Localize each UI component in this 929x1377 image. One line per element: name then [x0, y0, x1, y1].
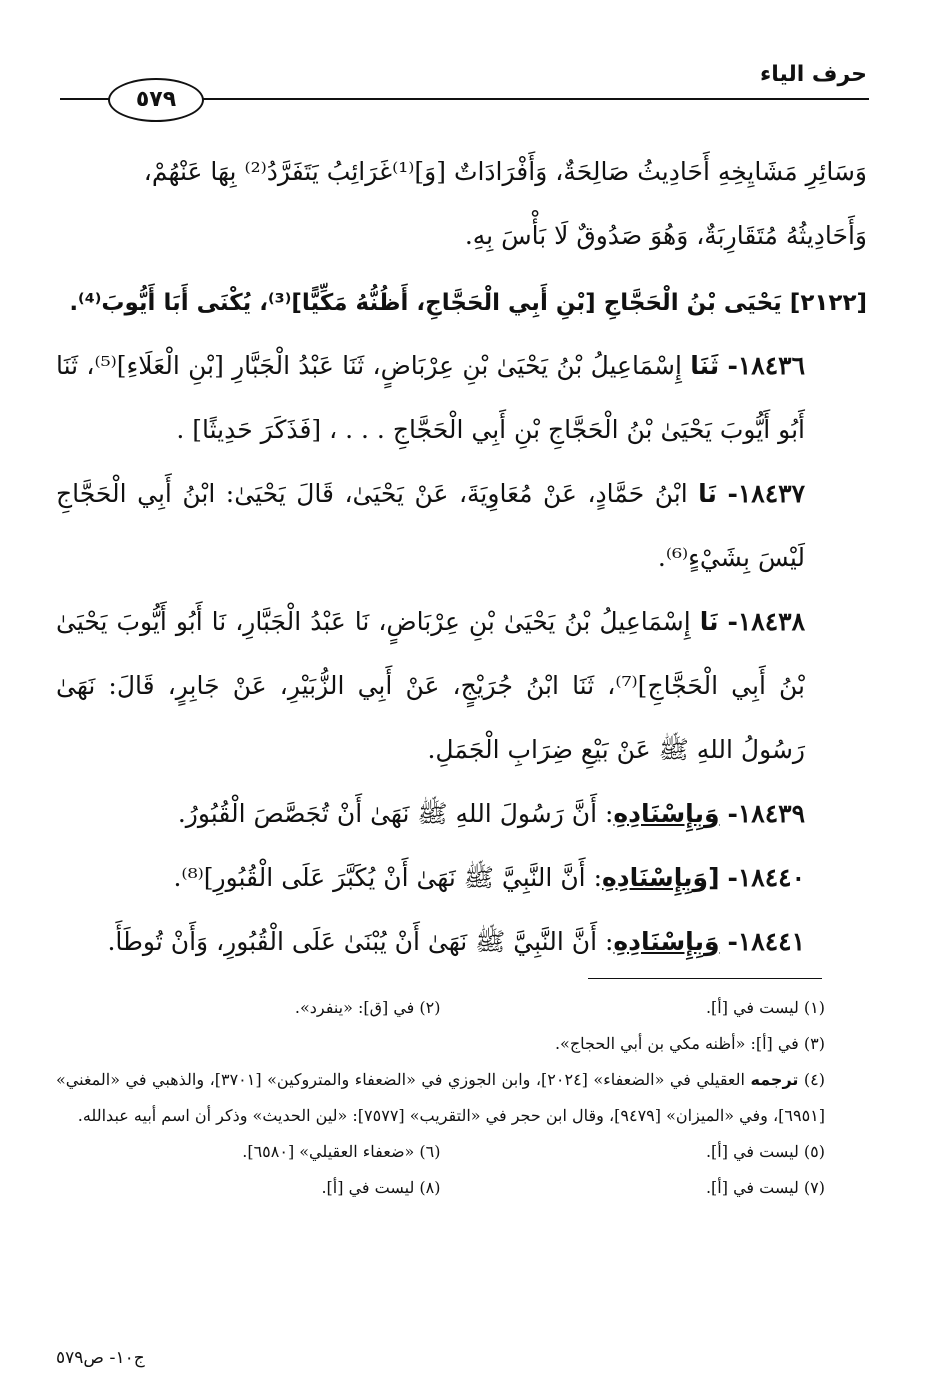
footnote-8: (٨) ليست في [أ].: [321, 1178, 441, 1197]
footnote-row: [56, 1134, 825, 1170]
continuation-line-1: وَسَائِرِ مَشَايِخِهِ أَحَادِيثُ صَالِحَةٌ، وَأَفْرَادَاتٌ [وَ]⁽¹⁾غَرَائِبُ يَتَفَرَّدُ⁽²⁾ بِهَا عَنْهُمْ،: [143, 157, 867, 186]
footnote-row: [56, 1170, 825, 1206]
main-text: [56, 140, 867, 974]
hadith-number: ١٨٤٣٨-: [727, 607, 806, 636]
hadith-text: : أَنَّ النَّبِيَّ ﷺ نَهَىٰ أَنْ يُكَبَّرَ عَلَى الْقُبُورِ]⁽⁸⁾.: [173, 863, 602, 892]
footnote-5: (٥) ليست في [أ].: [705, 1142, 825, 1161]
hadith-18437: [56, 462, 867, 590]
volume-page-reference: ج١٠- ص٥٧٩: [56, 1348, 145, 1368]
footnote-label: (٤): [803, 1070, 826, 1089]
hadith-text: إِسْمَاعِيلُ بْنُ يَحْيَىٰ بْنِ عِرْبَاضٍ، ثَنَا عَبْدُ الْجَبَّارِ [بْنِ الْعَلَاءِ]⁽⁵⁾، ثَنَا أَبُو أَيُّوبَ يَحْيَىٰ بْنُ الْحَجَّاجِ بْنِ أَبِي الْحَجَّاجِ . . . ، [فَذَكَرَ حَدِيثًا] .: [56, 351, 805, 444]
entry-heading: [٢١٢٢] يَحْيَى بْنُ الْحَجَّاجِ [بْنِ أَبِي الْحَجَّاجِ، أَظُنُّهُ مَكِّيًّا]⁽³⁾، يُكْنَى أَبَا أَيُّوبَ⁽⁴⁾.: [69, 290, 867, 316]
hadith-number: ١٨٤٣٧-: [727, 479, 805, 508]
footnote-3: (٣) في [أ]: «أظنه مكي بن أبي الحجاج».: [554, 1034, 825, 1053]
hadith-number: ١٨٤٤٠-: [727, 863, 805, 892]
hadith-keyword: وَبِإِسْنَادِهِ: [613, 927, 720, 956]
hadith-number: ١٨٤٤١-: [727, 927, 805, 956]
hadith-text: إِسْمَاعِيلُ بْنُ يَحْيَىٰ بْنِ عِرْبَاضٍ، نَا عَبْدُ الْجَبَّارِ، نَا أَبُو أَيُّوبَ يَحْيَىٰ بْنُ أَبِي الْحَجَّاجِ]⁽⁷⁾، ثَنَا ابْنُ جُرَيْجٍ، عَنْ أَبِي الزُّبَيْرِ، عَنْ جَابِرٍ، قَالَ: نَهَىٰ رَسُولُ اللهِ ﷺ عَنْ بَيْعِ ضِرَابِ الْجَمَلِ.: [56, 607, 805, 764]
footnote-4: [56, 1062, 825, 1134]
hadith-text: ابْنُ حَمَّادٍ، عَنْ مُعَاوِيَةَ، عَنْ يَحْيَىٰ، قَالَ يَحْيَىٰ: ابْنُ أَبِي الْحَجَّاجِ لَيْسَ بِشَيْءٍ⁽⁶⁾.: [56, 479, 805, 572]
footnote-keyword: ترجمه: [750, 1070, 799, 1089]
footnote-rule: [588, 978, 822, 979]
hadith-number: ١٨٤٣٩-: [727, 799, 805, 828]
footnote-2: (٢) في [ق]: «ينفرد».: [294, 998, 441, 1017]
running-title: حرف الياء: [759, 62, 867, 87]
footnotes: [56, 990, 825, 1206]
footnote-7: (٧) ليست في [أ].: [705, 1178, 825, 1197]
footnote-6: (٦) «ضعفاء العقيلي» [٦٥٨٠].: [242, 1142, 441, 1161]
hadith-18439: [56, 782, 867, 846]
hadith-text: : أَنَّ النَّبِيَّ ﷺ نَهَىٰ أَنْ يُبْنَىٰ عَلَى الْقُبُورِ، وَأَنْ تُوطَأَ.: [107, 927, 614, 956]
hadith-keyword: نَا: [698, 479, 717, 508]
footnote-1: (١) ليست في [أ].: [705, 998, 825, 1017]
hadith-keyword: ثَنَا: [690, 351, 720, 380]
continuation-line-2: وَأَحَادِيثُهُ مُتَقَارِبَةٌ، وَهُوَ صَدُوقٌ لَا بَأْسَ بِهِ.: [464, 221, 867, 250]
hadith-number: ١٨٤٣٦-: [727, 351, 805, 380]
hadith-18441: [56, 910, 867, 974]
hadith-keyword: وَبِإِسْنَادِهِ: [613, 799, 720, 828]
hadith-keyword: نَا: [699, 607, 719, 636]
hadith-18436: [56, 334, 867, 462]
page-number-badge: ٥٧٩: [108, 78, 204, 122]
hadith-keyword: [وَبِإِسْنَادِهِ: [602, 863, 720, 892]
footnote-row: [56, 990, 825, 1026]
hadith-text: : أَنَّ رَسُولَ اللهِ ﷺ نَهَىٰ أَنْ تُجَصَّصَ الْقُبُورُ.: [177, 799, 614, 828]
hadith-18438: [56, 590, 867, 782]
footnote-text: العقيلي في «الضعفاء» [٢٠٢٤]، وابن الجوزي في «الضعفاء والمتروكين» [٣٧٠١]، والذهبي في «المغني» [٦٩٥١]، وفي «الميزان» [٩٤٧٩]، وقال ابن حجر في «التقريب» [٧٥٧٧]: «لين الحديث» وذكر أن اسم أبيه عبدالله.: [56, 1070, 825, 1125]
hadith-18440: [56, 846, 867, 910]
